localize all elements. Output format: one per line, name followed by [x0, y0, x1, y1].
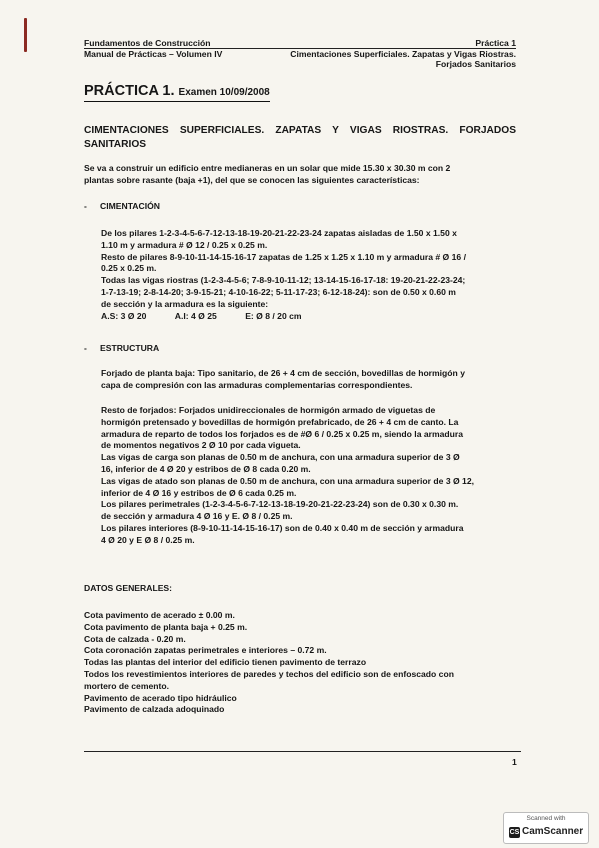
- estructura-line: Las vigas de atado son planas de 0.50 m de anchura, con una armadura superior de 3 Ø 12,: [101, 475, 475, 486]
- header-manual: Manual de Prácticas – Volumen IV: [84, 49, 223, 59]
- cimentacion-line: de sección y la armadura es la siguiente:: [101, 298, 269, 309]
- resto-forjados: [101, 405, 520, 547]
- estructura-line: de sección y armadura 4 Ø 16 y E. Ø 8 / 0.25 m.: [101, 511, 293, 522]
- scanned-with-label: Scanned with: [526, 815, 566, 822]
- estructura-line: Las vigas de carga son planas de 0.50 m de anchura, con una armadura superior de 3 Ø: [101, 452, 460, 463]
- cimentacion-line: 1-7-13-19; 2-8-14-20; 3-9-15-21; 4-10-16-22; 5-11-17-23; 6-12-18-24): son de 0.50 x 0.60 m: [101, 286, 456, 297]
- armadura-estribos: E: Ø 8 / 20 cm: [245, 310, 302, 321]
- estructura-line: Los pilares perimetrales (1-2-3-4-5-6-7-12-13-18-19-20-21-22-23-24) son de 0.30 x 0.30 m.: [101, 499, 459, 510]
- estructura-line: hormigón pretensado y bovedillas de hormigón prefabricado, de 26 + 4 cm de canto. La: [101, 416, 459, 427]
- datos-line: mortero de cemento.: [84, 680, 170, 691]
- header-topic: Cimentaciones Superficiales. Zapatas y Vigas Riostras.: [290, 49, 516, 59]
- forjado-planta-baja: [101, 368, 520, 392]
- estructura-heading-text: ESTRUCTURA: [100, 343, 160, 353]
- cimentacion-line: Todas las vigas riostras (1-2-3-4-5-6; 7-8-9-10-11-12; 13-14-15-16-17-18: 19-20-21-22-23-24;: [101, 275, 466, 286]
- intro-paragraph: [84, 163, 520, 187]
- camscanner-name: CamScanner: [522, 826, 584, 837]
- datos-generales-list: [84, 610, 520, 716]
- estructura-line: capa de compresión con las armaduras complementarias correspondientes.: [101, 379, 413, 390]
- datos-line: Cota de calzada - 0.20 m.: [84, 633, 186, 644]
- datos-line: Todas las plantas del interior del edificio tienen pavimento de terrazo: [84, 657, 367, 668]
- estructura-line: Resto de forjados: Forjados unidireccionales de hormigón armado de viguetas de: [101, 405, 436, 415]
- estructura-heading: [84, 343, 159, 353]
- header-practice: Práctica 1: [475, 38, 516, 48]
- page-number: 1: [512, 757, 517, 767]
- datos-line: Cota pavimento de acerado ± 0.00 m.: [84, 610, 235, 620]
- armadura-row: [101, 311, 520, 323]
- datos-line: Todos los revestimientos interiores de paredes y techos del edificio son de enfoscado con: [84, 668, 454, 679]
- cimentacion-line: 1.10 m y armadura # Ø 12 / 0.25 x 0.25 m.: [101, 239, 268, 250]
- binder-mark: [24, 18, 27, 52]
- armadura-superior: A.S: 3 Ø 20: [101, 310, 147, 321]
- cimentacion-heading-text: CIMENTACIÓN: [100, 201, 160, 211]
- estructura-line: Los pilares interiores (8-9-10-11-14-15-16-17) son de 0.40 x 0.40 m de sección y armadura: [101, 522, 464, 533]
- cimentacion-line: 0.25 x 0.25 m.: [101, 263, 157, 274]
- estructura-line: 4 Ø 20 y E Ø 8 / 0.25 m.: [101, 534, 195, 545]
- running-header: [84, 38, 516, 69]
- estructura-line: armadura de reparto de todos los forjados es de #Ø 6 / 0.25 x 0.25 m, siendo la armadura: [101, 428, 464, 439]
- estructura-line: inferior de 4 Ø 16 y estribos de Ø 6 cada 0.25 m.: [101, 487, 297, 498]
- datos-generales-heading: DATOS GENERALES:: [84, 583, 173, 593]
- cimentacion-line: De los pilares 1-2-3-4-5-6-7-12-13-18-19-20-21-22-23-24 zapatas aisladas de 1.50 x 1.50 x: [101, 228, 457, 238]
- datos-line: Cota pavimento de planta baja + 0.25 m.: [84, 621, 248, 632]
- header-topic-cont: Forjados Sanitarios: [435, 59, 516, 69]
- datos-line: Pavimento de acerado tipo hidráulico: [84, 692, 237, 703]
- camscanner-badge: [503, 812, 589, 844]
- datos-line: Cota coronación zapatas perimetrales e interiores – 0.72 m.: [84, 645, 327, 656]
- bullet-dash: -: [84, 343, 87, 353]
- header-course: Fundamentos de Construcción: [84, 38, 211, 48]
- cimentacion-line: Resto de pilares 8-9-10-11-14-15-16-17 zapatas de 1.25 x 1.25 x 1.10 m y armadura # Ø 16 /: [101, 251, 466, 262]
- bullet-dash: -: [84, 201, 87, 211]
- footer-rule: [84, 751, 521, 752]
- estructura-line: de momentos negativos 2 Ø 10 por cada vigueta.: [101, 440, 301, 451]
- section-title: CIMENTACIONES SUPERFICIALES. ZAPATAS Y VIGAS RIOSTRAS. FORJADOS SANITARIOS: [84, 125, 516, 150]
- title-main: PRÁCTICA 1.: [84, 83, 175, 99]
- estructura-line: Forjado de planta baja: Tipo sanitario, de 26 + 4 cm de sección, bovedillas de hormigón y: [101, 368, 465, 378]
- estructura-line: 16, inferior de 4 Ø 20 y estribos de Ø 8 cada 0.20 m.: [101, 463, 311, 474]
- intro-line: plantas sobre rasante (baja +1), del que se conocen las siguientes características:: [84, 174, 420, 185]
- cimentacion-body: [101, 228, 520, 322]
- camscanner-logo-icon: CS: [509, 829, 520, 836]
- armadura-inferior: A.I: 4 Ø 25: [174, 310, 217, 321]
- datos-line: Pavimento de calzada adoquinado: [84, 704, 225, 715]
- title-exam-date: Examen 10/09/2008: [178, 87, 270, 98]
- page-title: [84, 83, 270, 102]
- intro-line: Se va a construir un edificio entre medianeras en un solar que mide 15.30 x 30.30 m con 2: [84, 163, 451, 173]
- cimentacion-heading: [84, 201, 160, 211]
